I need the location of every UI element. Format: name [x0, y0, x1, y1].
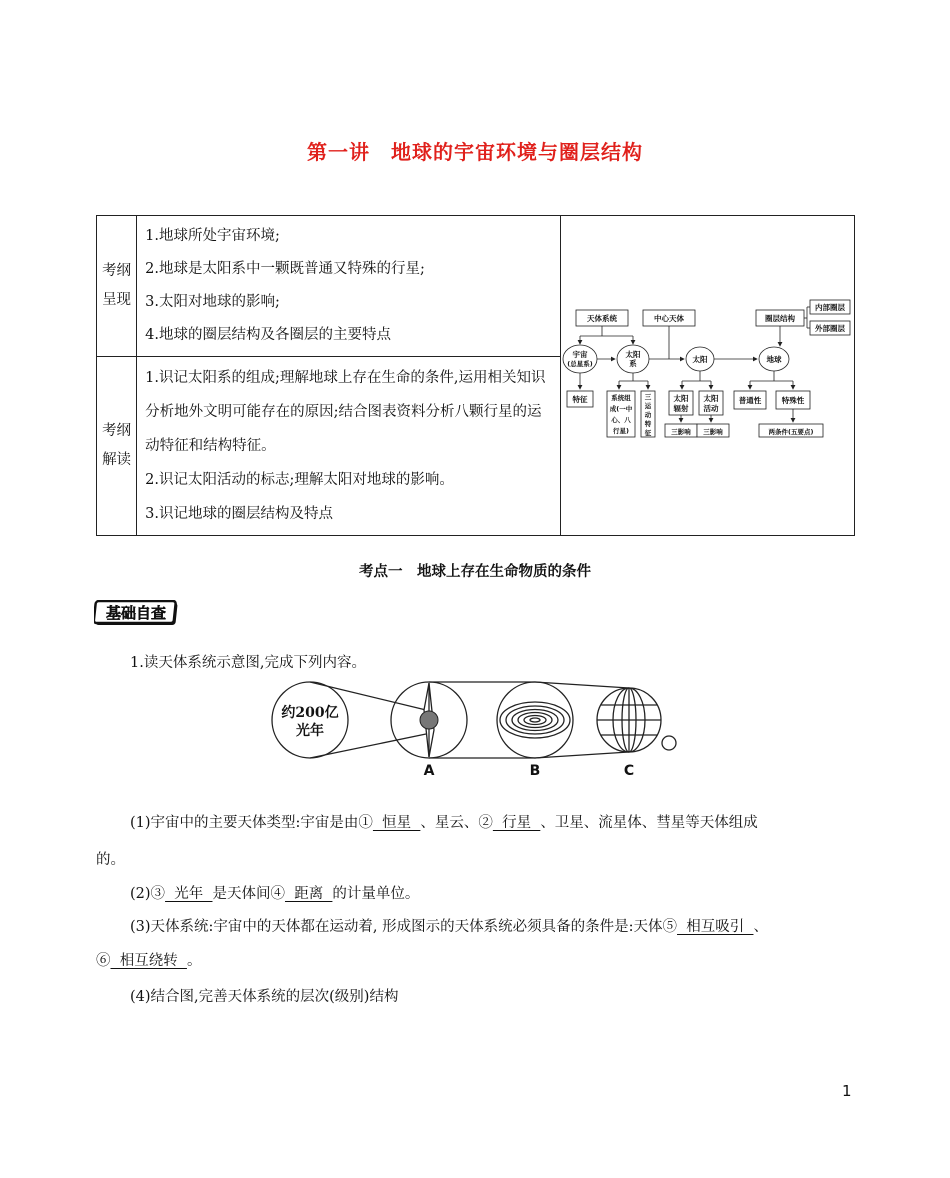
list-item: 4.地球的圈层结构及各圈层的主要特点	[145, 327, 391, 343]
circle-b	[497, 682, 573, 758]
svg-text:太阳: 太阳	[673, 394, 689, 403]
table-row	[97, 216, 855, 357]
svg-text:辐射: 辐射	[673, 404, 689, 413]
svg-text:特殊性: 特殊性	[781, 396, 805, 405]
svg-text:征: 征	[644, 429, 652, 437]
svg-text:运: 运	[644, 402, 652, 410]
svg-text:内部圈层: 内部圈层	[814, 303, 845, 312]
svg-text:三: 三	[644, 393, 652, 401]
row-label: 考纲 呈现	[97, 216, 137, 357]
svg-text:成(一中: 成(一中	[609, 405, 633, 413]
svg-text:圈层结构: 圈层结构	[764, 314, 795, 323]
page-number: 1	[842, 1082, 852, 1100]
svg-text:宇宙: 宇宙	[572, 350, 588, 359]
answer-blank: 光年	[165, 886, 213, 902]
row-content	[137, 216, 561, 357]
svg-text:活动: 活动	[703, 404, 719, 413]
list-item: 1.识记太阳系的组成;理解地球上存在生命的条件,运用相关知识分析地外文明可能存在的原因;结合图表资料分析八颗行星的运动特征和结构特征。	[145, 370, 546, 454]
celestial-system-figure	[268, 675, 688, 787]
sub-question-2: (2)③ 光年 是天体间④ 距离 的计量单位。	[130, 886, 420, 902]
answer-blank: 相互吸引	[677, 919, 754, 935]
list-item: 1.地球所处宇宙环境;	[145, 228, 280, 244]
row-label: 考纲 解读	[97, 357, 137, 536]
svg-text:中心天体: 中心天体	[653, 314, 684, 323]
question-1: 1.读天体系统示意图,完成下列内容。	[130, 655, 366, 671]
page-title: 第一讲 地球的宇宙环境与圈层结构	[307, 140, 643, 164]
sub-question-3-cont: ⑥ 相互绕转 。	[96, 953, 202, 969]
svg-text:心、八: 心、八	[611, 416, 631, 424]
list-item: 3.太阳对地球的影响;	[145, 294, 280, 310]
section-title: 考点一 地球上存在生命物质的条件	[359, 564, 591, 580]
svg-text:特征: 特征	[572, 395, 588, 404]
svg-text:(总星系): (总星系)	[567, 360, 593, 368]
svg-text:三影响: 三影响	[671, 428, 691, 436]
sub-question-4: (4)结合图,完善天体系统的层次(级别)结构	[130, 989, 399, 1005]
svg-text:两条件(五要点): 两条件(五要点)	[768, 428, 814, 436]
row-content	[137, 357, 561, 536]
svg-text:外部圈层: 外部圈层	[814, 324, 845, 333]
svg-text:行星): 行星)	[612, 427, 629, 435]
svg-text:B: B	[529, 763, 541, 779]
svg-text:太阳: 太阳	[692, 355, 708, 364]
small-circle	[662, 736, 676, 750]
svg-text:系统组: 系统组	[611, 394, 631, 402]
answer-blank: 行星	[492, 815, 541, 831]
sub-question-3: (3)天体系统:宇宙中的天体都在运动着, 形成图示的天体系统必须具备的条件是:天体⑤ 相互吸引 、	[130, 919, 768, 935]
list-item: 2.地球是太阳系中一颗既普通又特殊的行星;	[145, 261, 425, 277]
svg-text:动: 动	[644, 411, 652, 419]
list-item: 2.识记太阳活动的标志;理解太阳对地球的影响。	[145, 472, 454, 488]
sub-question-1: (1)宇宙中的主要天体类型:宇宙是由① 恒星 、星云、② 行星 、卫星、流星体、彗星等天体组成	[130, 815, 758, 831]
answer-blank: 相互绕转	[110, 953, 187, 969]
syllabus-table	[96, 215, 855, 536]
section-badge	[94, 600, 182, 628]
svg-text:A: A	[423, 763, 435, 779]
svg-text:天体系统: 天体系统	[586, 314, 617, 323]
svg-text:基础自查: 基础自查	[105, 604, 167, 622]
svg-text:C: C	[623, 763, 635, 779]
answer-blank: 距离	[284, 886, 333, 902]
svg-text:地球: 地球	[766, 355, 782, 364]
svg-text:约200亿: 约200亿	[281, 705, 339, 721]
svg-text:特: 特	[644, 420, 652, 428]
svg-text:普通性: 普通性	[738, 396, 762, 405]
svg-text:光年: 光年	[296, 723, 324, 739]
svg-text:太阳: 太阳	[703, 394, 719, 403]
svg-text:系: 系	[629, 359, 637, 368]
sub-question-1-cont: 的。	[96, 852, 125, 868]
mindmap-cell	[560, 216, 854, 536]
svg-text:太阳: 太阳	[625, 350, 641, 359]
mindmap-diagram	[561, 223, 854, 528]
answer-blank: 恒星	[372, 815, 421, 831]
list-item: 3.识记地球的圈层结构及特点	[145, 506, 333, 522]
svg-text:三影响: 三影响	[703, 428, 723, 436]
